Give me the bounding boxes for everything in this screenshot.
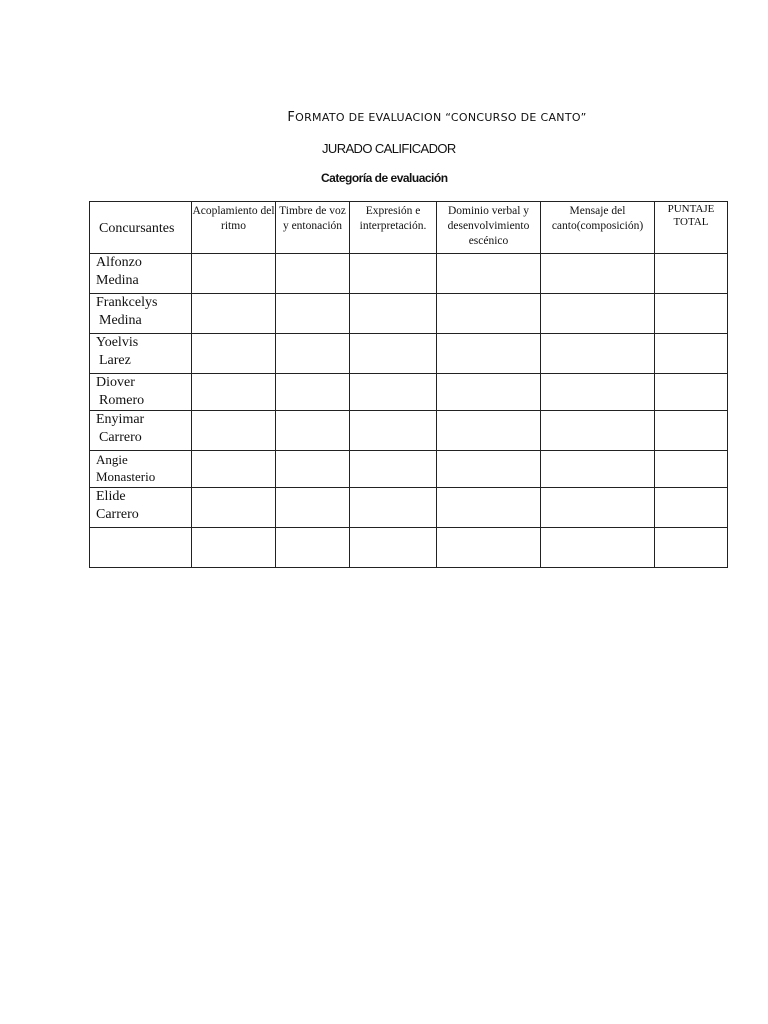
score-cell [437,334,541,374]
contestant-name-cell [90,334,192,374]
title-rest: ORMATO DE EVALUACION “CONCURSO DE CANTO” [295,111,587,124]
score-cell [350,294,437,334]
score-cell [655,374,728,411]
score-cell [541,334,655,374]
contestant-first-name: Angie [96,452,128,467]
score-cell [541,374,655,411]
category-heading: Categoría de evaluación [321,171,448,185]
evaluation-table [89,201,728,568]
score-cell [350,254,437,294]
contestant-first-name: Frankcelys [96,295,158,310]
table-row [90,294,728,334]
column-header-mensaje: Mensaje del canto(composición) [541,202,655,254]
column-header-concursantes: Concursantes [90,202,192,254]
contestant-name-cell [90,294,192,334]
score-cell [350,374,437,411]
contestant-last-name: Medina [96,273,139,288]
contestant-name-cell [90,411,192,451]
score-cell [192,528,276,568]
column-header-timbre: Timbre de voz y entonación [276,202,350,254]
score-cell [276,488,350,528]
score-cell [350,334,437,374]
contestant-first-name: Enyimar [96,412,145,427]
contestant-last-name: Carrero [99,430,142,445]
score-cell [541,451,655,488]
column-header-dominio: Dominio verbal y desenvolvimiento escénico [437,202,541,254]
score-cell [655,334,728,374]
score-cell [192,254,276,294]
header-row [90,202,728,254]
table-row [90,334,728,374]
score-cell [437,254,541,294]
contestant-first-name: Elide [96,489,126,504]
score-cell [541,528,655,568]
score-cell [541,254,655,294]
score-cell [192,451,276,488]
table-row [90,411,728,451]
score-cell [541,411,655,451]
score-cell [655,254,728,294]
score-cell [437,411,541,451]
score-cell [437,451,541,488]
jury-heading: JURADO CALIFICADOR [322,141,456,156]
score-cell [437,294,541,334]
document-title [0,110,768,125]
contestant-first-name: Alfonzo [96,255,142,270]
score-cell [276,334,350,374]
contestant-last-name: Monasterio [96,469,156,484]
score-cell [437,528,541,568]
score-cell [655,528,728,568]
score-cell [276,411,350,451]
score-cell [276,528,350,568]
score-cell [655,294,728,334]
score-cell [437,488,541,528]
contestant-last-name: Medina [99,313,142,328]
title-initial: F [287,110,296,125]
table-body [90,254,728,568]
score-cell [655,488,728,528]
score-cell [655,451,728,488]
score-cell [276,254,350,294]
contestant-first-name: Yoelvis [96,335,139,350]
score-cell [276,451,350,488]
score-cell [350,528,437,568]
column-header-acoplamiento: Acoplamiento del ritmo [192,202,276,254]
table-row [90,254,728,294]
table-row [90,374,728,411]
column-header-puntaje: PUNTAJE TOTAL [655,202,728,254]
table-row [90,528,728,568]
score-cell [276,374,350,411]
contestant-first-name: Diover [96,375,135,390]
contestant-last-name: Larez [99,353,131,368]
contestant-name-cell [90,488,192,528]
score-cell [655,411,728,451]
table-row [90,451,728,488]
contestant-last-name: Romero [99,393,145,408]
score-cell [350,411,437,451]
score-cell [192,374,276,411]
score-cell [192,411,276,451]
score-cell [192,488,276,528]
score-cell [541,488,655,528]
contestant-last-name: Carrero [96,507,139,522]
column-header-expresion: Expresión e interpretación. [350,202,437,254]
contestant-name-cell [90,451,192,488]
score-cell [350,488,437,528]
score-cell [192,334,276,374]
score-cell [192,294,276,334]
score-cell [276,294,350,334]
contestant-name-cell [90,254,192,294]
score-cell [350,451,437,488]
contestant-name-cell [90,528,192,568]
table-row [90,488,728,528]
score-cell [541,294,655,334]
contestant-name-cell [90,374,192,411]
score-cell [437,374,541,411]
